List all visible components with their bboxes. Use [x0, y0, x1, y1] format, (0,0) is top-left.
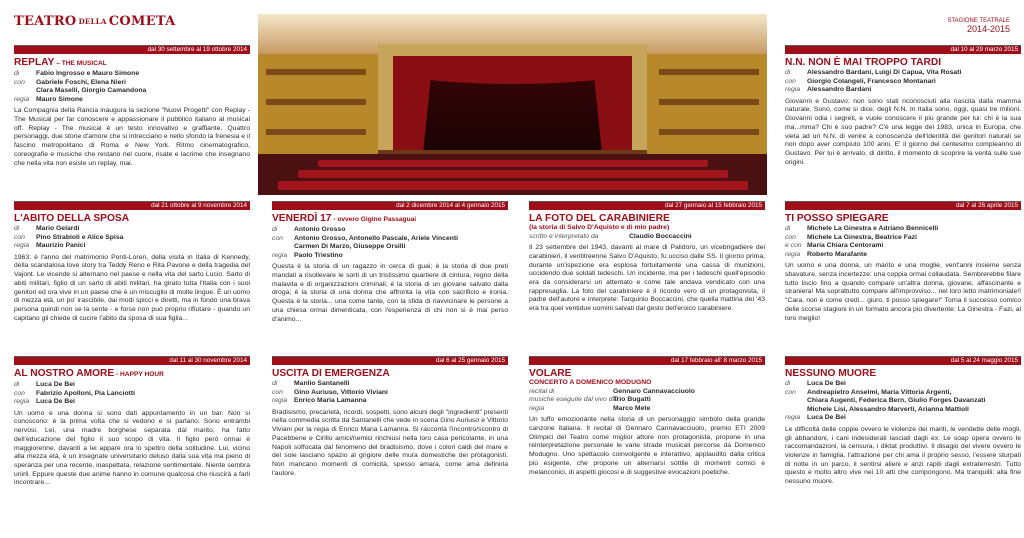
credit-names: Alessandro Bardani, Luigi Di Capua, Vita Rosati — [807, 69, 962, 76]
show-card-uscita — [272, 356, 508, 515]
season-text: STAGIONE TEATRALE — [947, 18, 1010, 24]
credit-row — [272, 243, 508, 252]
credit-row — [529, 405, 765, 414]
credit-row — [785, 242, 1021, 251]
show-description: 1963: è l'anno del matrimonio Ponti-Loren, della visita in Italia di Kennedy, della scandalosa love story tra Teddy Reno e Rita Pavone e della tragedia del Vajont. Le vicende si alternano nel paese e nella vita del sarto Lucio. Sarto di abiti militari, figlio di un sarto di abiti militari, ha girato tutta l'Italia con i suoi genitori ed ora vive in un paese che è un miscuglio di molte lingue. È un uomo di mezza età, un po' irascibile, dai modi spicci e diretti, ma in fondo una brava persona quindi non se la sente - e forse non può proprio rifiutare - quando un capitano gli chiede di cucire l'abito da sposa di sua figlia... — [14, 253, 250, 322]
credit-names: Pino Strabioli e Alice Spisa — [36, 233, 124, 241]
credit-names: Clara Maselli, Giorgio Camandona — [36, 87, 147, 95]
show-title — [14, 368, 250, 381]
credit-role: di — [272, 226, 278, 233]
credit-names: Claudio Boccaccini — [629, 232, 692, 240]
credit-names: Michele La Ginestra e Adriano Bennicelli — [807, 225, 939, 232]
credit-role: con — [785, 388, 796, 396]
credit-names: Gennaro Cannavacciuolo — [613, 387, 695, 395]
credit-names: Marco Mete — [613, 404, 651, 412]
credit-names: Antonio Grosso — [294, 226, 346, 233]
theatre-logo — [14, 14, 176, 29]
credit-names: Mauro Simone — [36, 95, 83, 103]
credit-row — [14, 70, 250, 79]
credit-role: di — [272, 380, 278, 387]
credit-role: regia — [785, 86, 801, 94]
credit-role: con — [14, 233, 25, 241]
credit-row — [785, 380, 1021, 389]
credit-role: di — [14, 70, 20, 77]
show-dates: dal 6 al 25 gennaio 2015 — [272, 356, 508, 365]
credit-names: Mario Gelardi — [36, 225, 80, 232]
show-title — [14, 57, 250, 70]
show-description: Un tuffo emozionante nella storia di un personaggio simbolo della grande canzone italiana. Il recital di Gennaro Cannavacciuolo, premio ETI 2009 Olimpici del Teatro come miglior attore non protagonista, propone in una reinterpretazione personale le varie strade musicali percorse da Domenico Modugno. Uno spettacolo coinvolgente e interattivo, applaudito dalla critica più esigente, che propone un alternarsi sottile di momenti comici e melanconici, di aspetti giocosi e di suggestive evocazioni poetiche. — [529, 416, 765, 476]
credit-role: con — [14, 389, 25, 397]
credit-role: regia — [14, 398, 30, 406]
credit-role: di — [785, 225, 791, 232]
credit-row — [14, 398, 250, 407]
show-description: Il 23 settembre del 1943, davanti al mare di Palidoro, un vicebrigadiere dei carabinieri, il ventitreenne Salvo D'Aquisto, fu ucciso dalle SS. Il giorno prima, durante un'ispezione era esplosa fortuitamente una cassa di munizioni, uccidendo due soldati tedeschi. Un incidente, ma per i tedeschi quell'episodio era da considerarsi un attentato e come tale andava vendicato con una rappresaglia. La foto del carabiniere è il ricordo vero di un protagonista, il padre dell'autore e interprete: Tarquinio Boccaccini, che quella mattina del '43 era tra quei ventidue uomini salvati dal gesto dell'eroico carabiniere. — [529, 244, 765, 313]
show-dates: dal 10 al 29 marzo 2015 — [785, 45, 1021, 54]
show-title — [785, 213, 1021, 225]
show-title-sub: – THE MUSICAL — [54, 60, 107, 67]
credit-role: di — [785, 380, 791, 387]
show-title — [14, 213, 250, 225]
credit-row — [272, 235, 508, 244]
show-description: Giovanni e Gustavo: non sono stati riconosciuti alla nascita dalla mamma naturale. Sono, come si dice, degli N.N. In Italia sono, oggi, quasi tre milioni. Giovanni odia i segreti, e vuole conoscere il più grande per lui: chi è la sua ma...mma? Chi è suo padre? C'è una legge del 1983, unica in Europa, che vieta ad un N.N. di venire a conoscenza dell'identità dei genitori naturali se non dopo aver compiuto 100 anni. E' il giorno del centesimo compleanno di Gustavo. Per lui è arrivato, di diritto, il momento di scoprire la verità sulle sue origini. — [785, 97, 1021, 166]
show-dates: dal 27 gennaio al 15 febbraio 2015 — [529, 201, 765, 210]
credit-names: Enrico Maria Lamanna — [294, 397, 367, 405]
credit-role: di — [14, 225, 20, 232]
show-card-replay — [14, 45, 250, 187]
credit-names: Luca De Bei — [807, 414, 846, 422]
season-label — [947, 18, 1010, 34]
show-dates: dal 17 febbraio all' 8 marzo 2015 — [529, 356, 765, 365]
credit-names: Michele Lisi, Alessandro Marverti, Arianna Mattioli — [807, 405, 969, 413]
credit-row — [272, 226, 508, 235]
show-description: Un uomo e una donna, un marito e una moglie, vent'anni insieme senza sbavature, senza incertezze: una coppia ormai collaudata. Sembrerebbe filare tutto liscio fino a quando compare un'altra donna, giovane, affascinante e straniera! Ma soprattutto compare all'improvviso... nel loro letto matrimoniale!! "Cara, non è come credi... giuro, ti posso spiegare!" Torna il successo comico delle scorse stagioni in un formato ancora più divertente: La Ginestra - Fazi, al loro meglio! — [785, 262, 1021, 322]
logo-word-1: TEATRO — [14, 14, 77, 29]
credit-names: Maurizio Panici — [36, 242, 86, 250]
credit-names: Gino Auriuso, Vittorio Viviani — [294, 388, 388, 396]
show-dates: dal 2 dicembre 2014 al 4 gennaio 2015 — [272, 201, 508, 210]
credit-names: Manlio Santanelli — [294, 380, 350, 387]
credit-row — [14, 242, 250, 251]
credit-role: di — [785, 69, 791, 76]
credit-names: Giorgio Colangeli, Francesco Montanari — [807, 77, 936, 85]
credit-row — [785, 414, 1021, 423]
show-card-venerdi — [272, 201, 508, 343]
show-title — [785, 57, 1021, 69]
show-title-main: REPLAY — [14, 57, 55, 68]
season-years: 2014-2015 — [966, 24, 1010, 34]
show-subtitle: (la storia di Salvo D'Aquisto e di mio padre) — [529, 224, 670, 231]
credit-names: Antonio Grosso, Antonello Pascale, Ariele Vincenti — [294, 234, 459, 242]
show-title — [785, 368, 1021, 380]
show-title-main: TI POSSO SPIEGARE — [785, 213, 889, 224]
credit-row — [272, 252, 508, 261]
show-dates: dal 7 al 26 aprile 2015 — [785, 201, 1021, 210]
credit-row — [785, 251, 1021, 260]
credit-row — [529, 388, 765, 397]
credit-row — [14, 225, 250, 234]
credit-role: regia — [785, 414, 801, 422]
credit-names: Luca De Bei — [807, 380, 846, 387]
credit-row — [272, 397, 508, 406]
credit-row — [14, 79, 250, 88]
credit-names: Chiara Augenti, Federica Bern, Giulio Forges Davanzati — [807, 397, 986, 405]
show-card-abito — [14, 201, 250, 342]
show-title-main: AL NOSTRO AMORE — [14, 368, 115, 379]
credit-role — [785, 406, 807, 415]
credit-row — [529, 396, 765, 405]
credit-role: di — [14, 381, 20, 388]
show-dates: dal 30 settembre al 19 ottobre 2014 — [14, 45, 250, 54]
credit-row — [785, 78, 1021, 87]
credit-names: Roberto Marafante — [807, 250, 868, 258]
credit-row — [785, 389, 1021, 398]
credit-row — [14, 381, 250, 390]
credit-role: regia — [529, 404, 545, 412]
show-dates: dal 21 ottobre al 9 novembre 2014 — [14, 201, 250, 210]
credit-names: Paolo Triestino — [294, 251, 343, 259]
credit-role: recital di — [529, 387, 555, 395]
theatre-photo — [258, 14, 767, 195]
show-card-carabiniere — [529, 201, 765, 342]
show-card-nessuno — [785, 356, 1021, 506]
credit-names: Maria Chiara Centorami — [807, 242, 884, 250]
credit-role: regia — [272, 397, 288, 405]
show-title-main: VOLARE — [529, 368, 572, 379]
credit-role: con — [272, 388, 283, 396]
show-card-ti-posso — [785, 201, 1021, 342]
credit-names: Carmen Di Marzo, Giuseppe Orsilli — [294, 243, 406, 251]
credit-names: Alessandro Bardani — [807, 86, 872, 94]
credit-names: Luca De Bei — [36, 381, 75, 388]
credit-role: scritto e interpretato da — [529, 232, 599, 240]
show-title-sub: - ovvero Gigino Passaguai — [331, 216, 417, 223]
credit-role — [785, 397, 807, 406]
credit-names: Andreapietro Anselmi, Maria Vittoria Argenti, — [807, 388, 952, 396]
show-description: La Compagnia della Rancia inaugura la sezione "Nuovi Progetti" con Replay - The Musical per far conoscere e appassionare il pubblico italiano al musical off. Replay - The musical è un testo innovativo e graffiante. Quattro personaggi, due storie d'amore che si intrecciano e nello sfondo la frenesia e il fascino metropolitano di Roma e New York. Ritmo cinematografico, coreografie e musiche che restano nel cuore, risate e lacrime che insegnano che nella vita non esiste un replay, mai. — [14, 107, 250, 167]
show-title-sub: - HAPPY HOUR — [114, 371, 164, 378]
show-dates: dal 5 al 24 maggio 2015 — [785, 356, 1021, 365]
credit-role: e con — [785, 242, 802, 250]
credit-row — [14, 96, 250, 105]
show-title-main: N.N. NON È MAI TROPPO TARDI — [785, 57, 942, 68]
credit-role: regia — [272, 251, 288, 259]
credit-names: Fabio Ingrosso e Mauro Simone — [36, 70, 140, 77]
show-title-main: VENERDÌ 17 — [272, 213, 332, 224]
credit-row — [785, 234, 1021, 243]
show-description: Le difficoltà delle coppie ovvero le violenze dei mariti, le vendette delle mogli, gli abbandoni, i cani indesiderati lasciati dagli ex. Le soap opera ovvero le raccomandazioni, la censura, i diktat produttivi. Il disagio del vivere ovvero le violenze in famiglia, l'attrazione per chi ama il proprio sesso, l'essere sturpati di notte in un parco, il sentirsi alieni e anzi rapiti dagli extraterrestri. Tutto questo e molto altro vive nei 10 atti che compongono. Ma tranquilli: alla fine nessuno muore. — [785, 425, 1021, 486]
logo-word-2: DELLA — [78, 17, 107, 26]
credit-role: con — [785, 77, 796, 85]
show-title-main: USCITA DI EMERGENZA — [272, 368, 390, 379]
credit-role: regia — [14, 242, 30, 250]
show-card-nn — [785, 45, 1021, 178]
credit-role: regia — [14, 95, 30, 103]
credit-role — [272, 243, 294, 252]
credit-row — [785, 69, 1021, 78]
credit-role: musiche eseguite dal vivo dal — [529, 396, 618, 404]
credit-names: Luca De Bei — [36, 398, 75, 406]
credit-role: regia — [785, 250, 801, 258]
credit-row — [14, 234, 250, 243]
show-title — [272, 368, 508, 380]
credit-role: con — [785, 233, 796, 241]
credit-role: con — [14, 78, 25, 86]
credit-names: Fabrizio Apolloni, Pia Lanciotti — [36, 389, 136, 397]
credit-row — [272, 389, 508, 398]
credit-row — [785, 225, 1021, 234]
credit-row — [785, 397, 1021, 406]
show-title-main: NESSUNO MUORE — [785, 368, 877, 379]
credit-names: Trio Bugatti — [613, 396, 651, 404]
credit-row — [14, 390, 250, 399]
show-card-volare — [529, 356, 765, 513]
credit-row — [272, 380, 508, 389]
credit-row — [785, 406, 1021, 415]
show-description: Un uomo e una donna si sono dati appuntamento in un bar. Non si conoscono: è la prima volta che si vedono e si parlano. Sono entrambi nervosi. Lei, una madre borghese separata dal marito, ha fatto dell'educazione del figlio il suo scopo di vita. Il figlio però ormai è maggiorenne, davanti a lei appare ora lo spettro della solitudine. Lui, vicino alla mezza età, è un insegnate universitario deluso dalla sua vita ma pieno di speranza per una recente, inaspettata, relazione sentimentale. Niente sembra unirli. Eppure queste due anime hanno in comune qualcosa che riuscirà a farli incontrare... — [14, 409, 250, 487]
credit-row — [785, 86, 1021, 95]
show-subtitle: CONCERTO A DOMENICO MODUGNO — [529, 379, 652, 386]
credit-row — [14, 87, 250, 96]
show-title-main: LA FOTO DEL CARABINIERE — [529, 213, 670, 224]
credit-row — [529, 233, 765, 242]
show-title — [272, 213, 508, 226]
show-dates: dal 11 al 30 novembre 2014 — [14, 356, 250, 365]
show-title-main: L'ABITO DELLA SPOSA — [14, 213, 130, 224]
credit-names: Michele La Ginestra, Beatrice Fazi — [807, 233, 917, 241]
show-description: Bradisismo, precarietà, ricordi, sospetti, sono alcuni degli "ingredienti" presenti nella commedia scritta da Santanelli che vede in scena Gino Auriuso e Vittorio Viviani per la regia di Enrico Maria Lamanna. Si racconta l'incontro/scontro di Pacebbene e Cirillo amici/nemici rinchiusi nella loro casa pericolante, in una Napoli soffocata dal fenomeno del bradisismo, dove i colori caldi del mare e del sole lasciano spazio al grigiore delle mura domestiche dei protagonisti. Non mancano momenti di comicità, spesso amara, come ama definirla l'autore. — [272, 408, 508, 477]
credit-names: Gabriele Foschi, Elena Nieri — [36, 78, 126, 86]
credit-role: con — [272, 234, 283, 242]
logo-word-3: COMETA — [108, 14, 176, 29]
show-card-nostro-amore — [14, 356, 250, 516]
credit-role — [14, 87, 36, 96]
show-description: Questa è la storia di un ragazzo in cerca di guai; è la storia di due preti mandati a risollevare le sorti di un tristissimo quartiere di cintura, regno della malavita e di organizzazioni criminali; è la storia di un giovane salvato dalla droga; è la storia di una donna che affronta la vita con sacrificio e ironia. Questa è la storia... una come tante, con la sfida di riavvicinare le persone a una chiesa ormai dimenticata, con l'esperienza di chi non si è mai perso d'animo... — [272, 263, 508, 323]
